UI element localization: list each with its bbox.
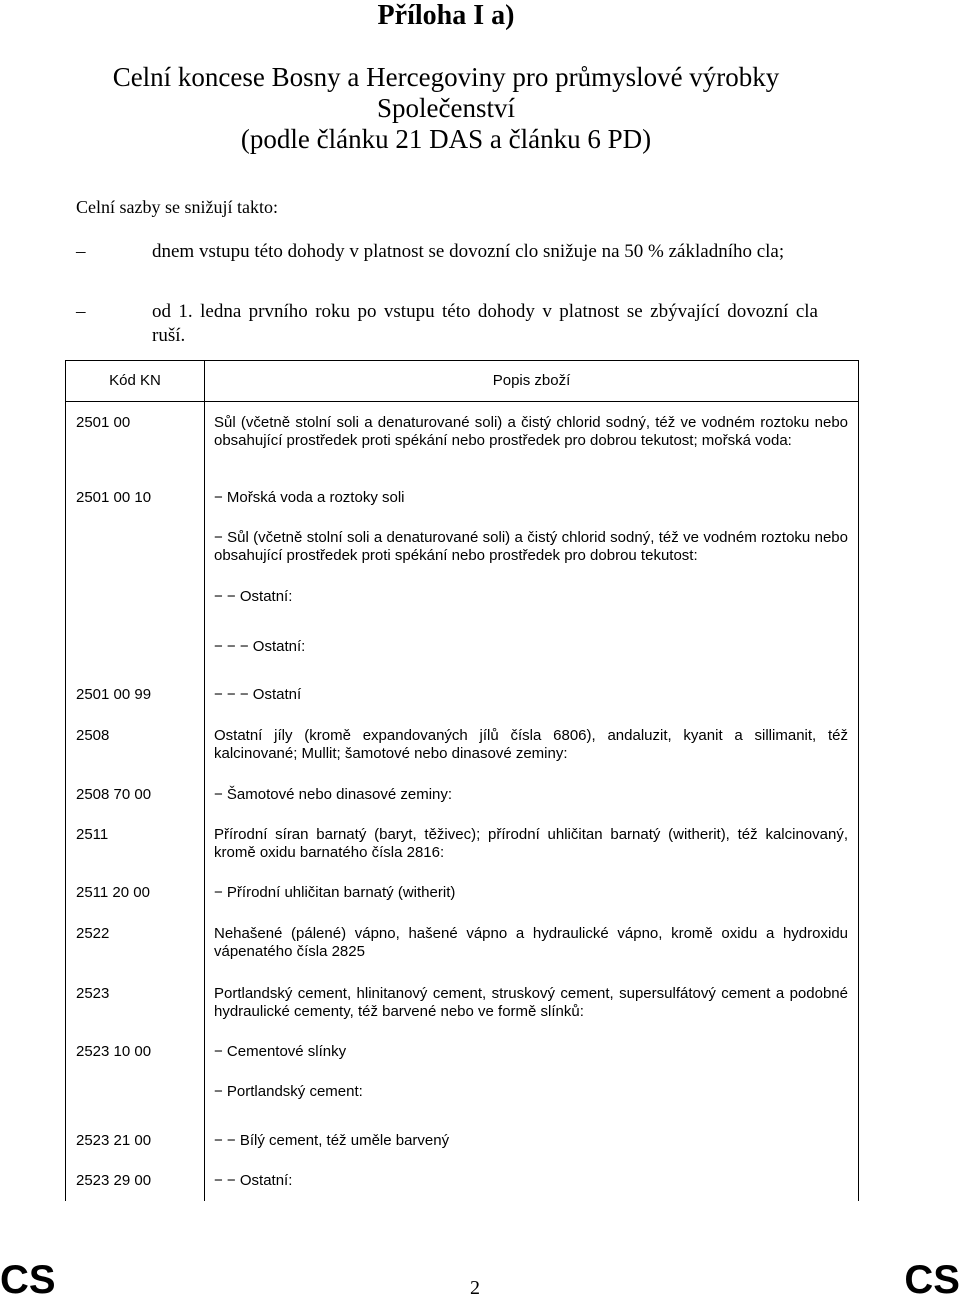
table-row-description: − − Ostatní: [214,1172,293,1189]
table-row-code: 2501 00 10 [76,489,152,506]
dash-item-text: dnem vstupu této dohody v platnost se dovozní clo snižuje na 50 % základního cla; [152,241,785,262]
dash-bullet: – [76,241,86,262]
page-number: 2 [470,1277,480,1299]
table-row-code: 2523 29 00 [76,1172,152,1189]
footer-language-label-left: CS [0,1258,56,1302]
document-title-line-1: Celní koncese Bosny a Hercegoviny pro průmyslové výrobky [112,62,780,92]
table-row-description: Sůl (včetně stolní soli a denaturované soli) a čistý chlorid sodný, též ve vodném roztoku nebo obsahující prostředek proti spékání nebo prostředek pro dobrou tekutost; mořská voda: [214,414,848,449]
table-row-description: − − Bílý cement, též uměle barvený [214,1132,450,1149]
dash-item-text: od 1. ledna prvního roku po vstupu této dohody v platnost se zbývající dovozní cla ruší. [152,301,818,346]
intro-text: Celní sazby se snižují takto: [76,197,278,217]
table-row-description: Přírodní síran barnatý (baryt, těživec); přírodní uhličitan barnatý (witherit), též kalcinovaný, kromě oxidu barnatého čísla 2816: [214,826,848,861]
table-row-description: − − − Ostatní: [214,638,306,655]
document-title-line-2: Společenství [377,93,515,123]
column-separator [204,361,205,1201]
table-row-code: 2523 [76,985,110,1002]
tariff-table [65,360,859,1201]
table-row-code: 2508 [76,727,110,744]
header-separator [66,401,858,402]
table-row-code: 2522 [76,925,110,942]
table-row-description: Portlandský cement, hlinitanový cement, struskový cement, supersulfátový cement a podobné hydraulické cementy, též barvené nebo ve formě slínků: [214,985,848,1020]
table-row-description: Nehašené (pálené) vápno, hašené vápno a hydraulické vápno, kromě oxidu a hydroxidu vápenatého čísla 2825 [214,925,848,960]
document-title [0,62,892,155]
table-row-description: − Sůl (včetně stolní soli a denaturované soli) a čistý chlorid sodný, též ve vodném roztoku nebo obsahující prostředek proti spékání nebo prostředek pro dobrou tekutost: [214,529,848,564]
column-header-code: Kód KN [109,372,161,389]
table-row-description: − − − Ostatní [214,686,302,703]
annex-title: Příloha I a) [377,0,515,31]
footer-language-label-right: CS [904,1258,960,1302]
column-header-description: Popis zboží [492,372,571,389]
table-row-description: − − Ostatní: [214,588,293,605]
table-row-code: 2523 10 00 [76,1043,152,1060]
table-row-description: − Cementové slínky [214,1043,347,1060]
table-row-description: Ostatní jíly (kromě expandovaných jílů čísla 6806), andaluzit, kyanit a sillimanit, též kalcinované; Mullit; šamotové nebo dinasové zeminy: [214,727,848,762]
document-title-line-3: (podle článku 21 DAS a článku 6 PD) [240,124,652,154]
table-row-code: 2523 21 00 [76,1132,152,1149]
dash-bullet: – [76,301,86,322]
table-row-description: − Šamotové nebo dinasové zeminy: [214,786,453,803]
table-row-code: 2501 00 99 [76,686,152,703]
table-row-description: − Přírodní uhličitan barnatý (witherit) [214,884,456,901]
table-row-code: 2508 70 00 [76,786,152,803]
table-row-code: 2511 20 00 [76,884,150,901]
table-row-description: − Mořská voda a roztoky soli [214,489,405,506]
table-row-code: 2501 00 [76,414,131,431]
table-row-code: 2511 [76,826,109,843]
table-row-description: − Portlandský cement: [214,1083,363,1100]
